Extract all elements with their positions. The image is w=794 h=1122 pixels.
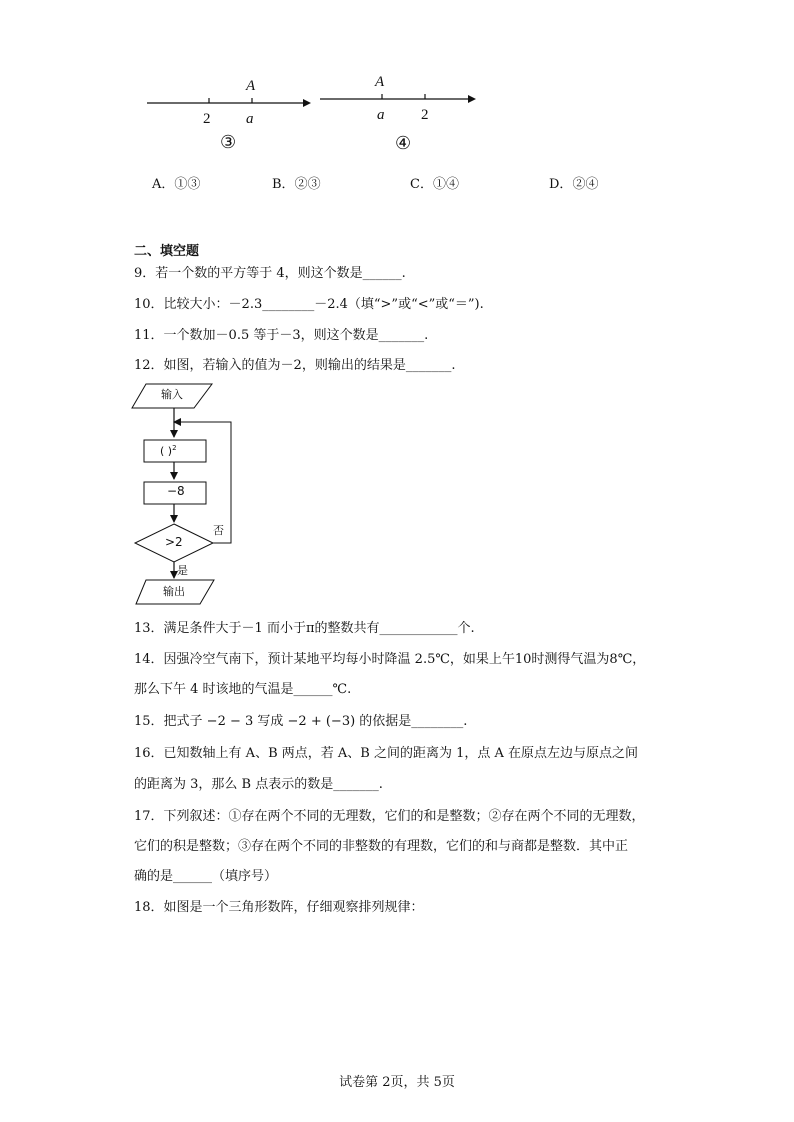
question-17-line-3: 确的是______（填序号） (134, 869, 278, 884)
question-12: 12．如图，若输入的值为－2，则输出的结果是_______. (134, 358, 456, 373)
question-14-line-1: 14．因强冷空气南下，预计某地平均每小时降温 2.5℃，如果上午10时测得气温为8℃， (134, 652, 646, 667)
page-footer: 试卷第 2页，共 5页 (339, 1075, 455, 1090)
flowchart-no-label: 否 (213, 524, 224, 537)
question-16-line-1: 16．已知数轴上有 A、B 两点，若 A、B 之间的距离为 1，点 A 在原点左边与原点之间 (134, 746, 639, 761)
flowchart-input-label: 输入 (161, 388, 183, 401)
circled-3-label: ③ (220, 132, 237, 153)
tick-2-label-3: 2 (203, 111, 211, 127)
question-11: 11．一个数加－0.5 等于－3，则这个数是_______. (134, 328, 429, 343)
question-18: 18．如图是一个三角形数阵，仔细观察排列规律： (134, 900, 424, 915)
var-a-label-4: a (377, 107, 385, 123)
option-d: D．②④ (549, 177, 599, 192)
point-a-label-3: A (246, 78, 256, 94)
question-16-line-2: 的距离为 3，那么 B 点表示的数是_______. (134, 777, 383, 792)
tick-2-label-4: 2 (421, 107, 429, 123)
question-10: 10．比较大小：－2.3________－2.4（填“>”或“<”或“＝”). (134, 297, 484, 312)
circled-4-label: ④ (395, 133, 412, 154)
option-b: B．②③ (272, 177, 321, 192)
question-15: 15．把式子 −2 − 3 写成 −2 + (−3) 的依据是________. (134, 714, 468, 729)
question-17-line-1: 17．下列叙述：①存在两个不同的无理数，它们的和是整数；②存在两个不同的无理数， (134, 809, 645, 824)
flowchart-output-label: 输出 (163, 585, 185, 598)
question-14-line-2: 那么下午 4 时该地的气温是______℃. (134, 682, 352, 697)
var-a-label-3: a (246, 111, 254, 127)
flowchart-yes-label: 是 (177, 564, 188, 577)
option-a: A．①③ (152, 177, 201, 192)
question-13: 13．满足条件大于－1 而小于π的整数共有____________个. (134, 621, 475, 636)
question-17-line-2: 它们的积是整数；③存在两个不同的非整数的有理数，它们的和与商都是整数．其中正 (134, 839, 629, 854)
question-9: 9．若一个数的平方等于 4，则这个数是______. (134, 266, 406, 281)
flowchart-condition-label: >2 (165, 535, 183, 549)
option-c: C．①④ (410, 177, 459, 192)
point-a-label-4: A (375, 74, 385, 90)
section-title: 二、填空题 (134, 244, 200, 259)
flowchart-minus-label: −8 (167, 484, 185, 498)
flowchart (128, 378, 248, 610)
flowchart-square-label: ( )$^2$ (160, 444, 177, 458)
